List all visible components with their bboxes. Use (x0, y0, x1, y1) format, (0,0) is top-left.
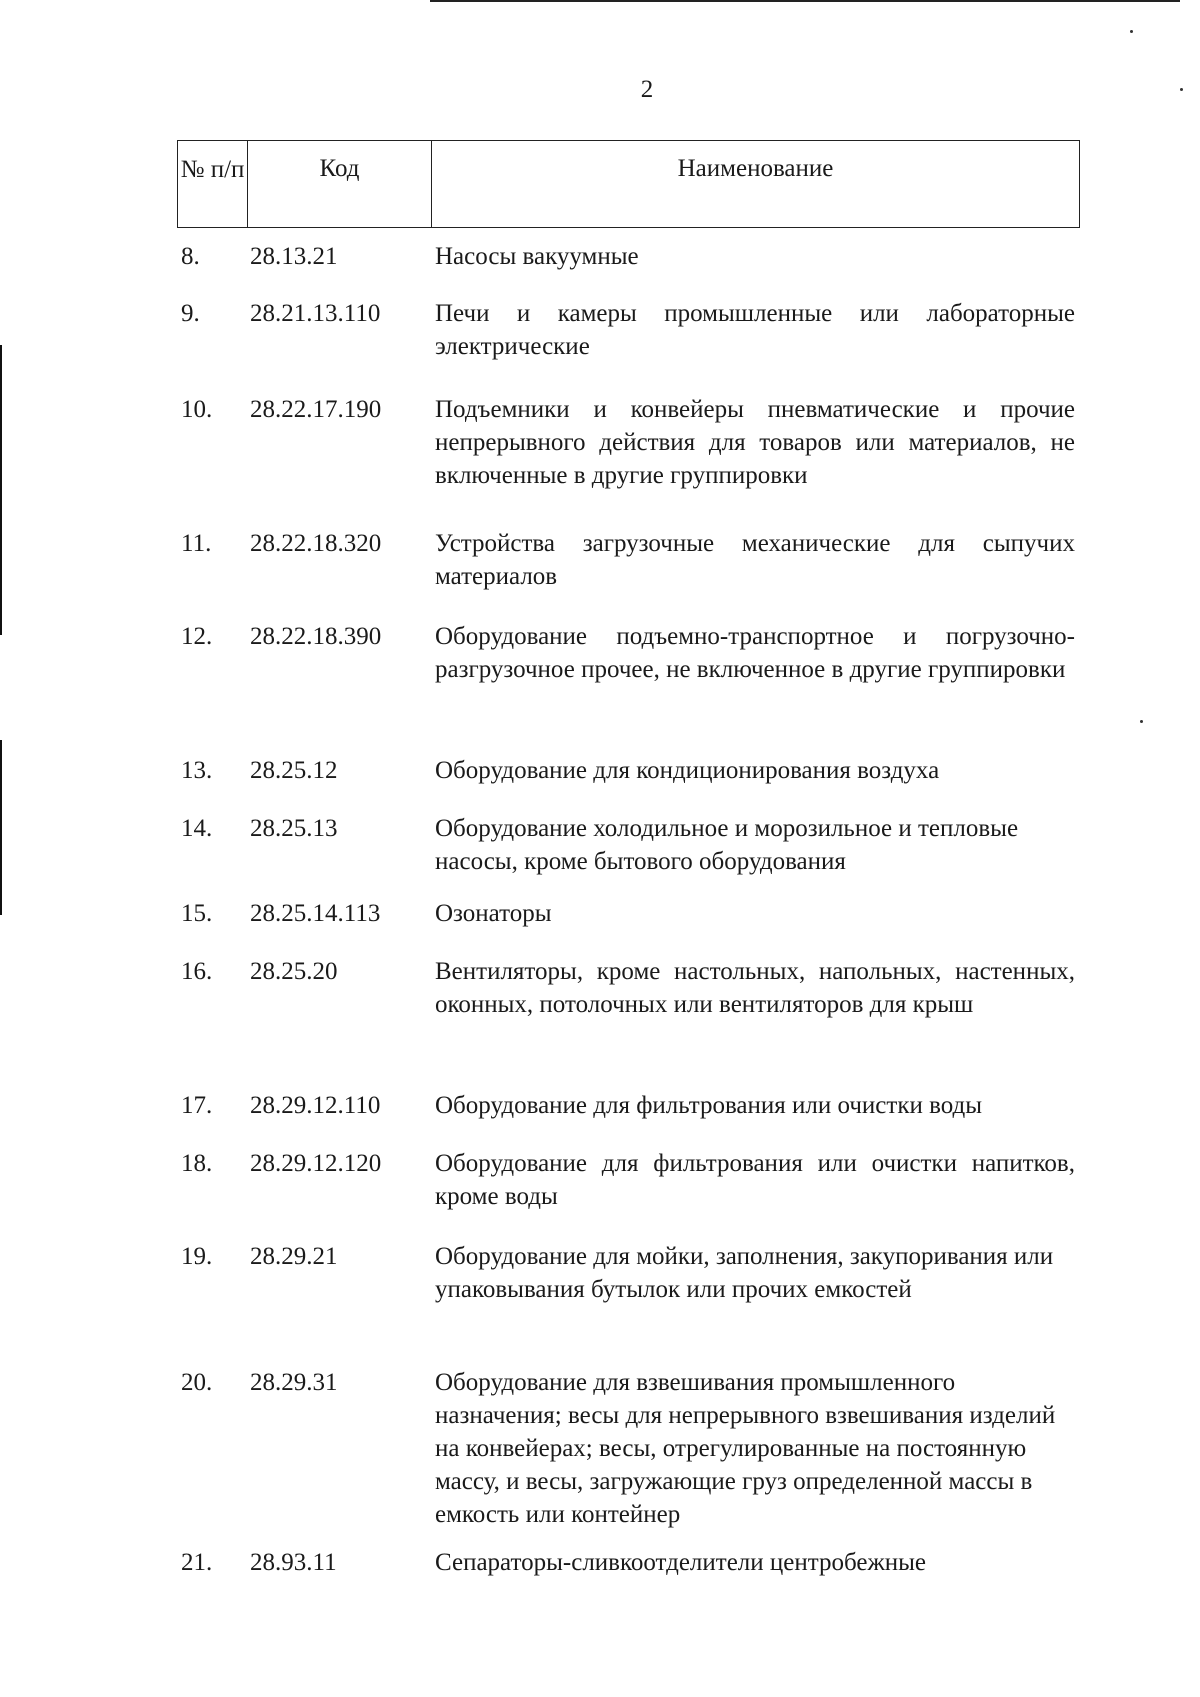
row-name: Сепараторы-сливкоотделители центробежные (435, 1549, 927, 1576)
row-name: Оборудование для фильтрования или очистки напитков, кроме воды (435, 1150, 1075, 1210)
row-name: Печи и камеры промышленные или лабораторные электрические (435, 300, 1075, 360)
row-name: Оборудование для кондиционирования воздуха (435, 757, 940, 784)
row-name: Озонаторы (435, 900, 552, 927)
row-num: 12. (181, 623, 213, 650)
row-name: Устройства загрузочные механические для сыпучих материалов (435, 530, 1075, 590)
row-num: 16. (181, 958, 213, 985)
row-num: 9. (181, 300, 200, 327)
row-name: Оборудование подъемно-транспортное и погрузочно-разгрузочное прочее, не включенное в другие группировки (435, 623, 1075, 683)
table-header (177, 140, 1080, 228)
scan-speck (1130, 30, 1133, 33)
row-code: 28.22.18.320 (250, 530, 382, 557)
top-edge-rule (430, 0, 1180, 2)
row-num: 19. (181, 1243, 213, 1270)
row-code: 28.13.21 (250, 243, 338, 270)
row-name: Оборудование для взвешивания промышленного назначения; весы для непрерывного взвешивания изделий на конвейерах; весы, отрегулированные на постоянную массу, и весы, загружающие груз определенной массы в емкость или контейнер (435, 1369, 1056, 1528)
row-code: 28.25.14.113 (250, 900, 381, 927)
row-code: 28.22.18.390 (250, 623, 382, 650)
row-name: Вентиляторы, кроме настольных, напольных, настенных, оконных, потолочных или вентиляторов для крыш (435, 958, 1075, 1018)
row-code: 28.29.31 (250, 1369, 338, 1396)
header-code: Код (248, 141, 432, 227)
row-num: 21. (181, 1549, 213, 1576)
row-code: 28.25.13 (250, 815, 338, 842)
row-num: 8. (181, 243, 200, 270)
row-code: 28.25.12 (250, 757, 338, 784)
row-code: 28.22.17.190 (250, 396, 382, 423)
row-name: Оборудование для мойки, заполнения, закупоривания или упаковывания бутылок или прочих емкостей (435, 1243, 1054, 1303)
row-num: 10. (181, 396, 213, 423)
page-number: 2 (640, 76, 654, 103)
row-num: 11. (181, 530, 212, 557)
row-name: Подъемники и конвейеры пневматические и прочие непрерывного действия для товаров или материалов, не включенные в другие группировки (435, 396, 1075, 489)
row-code: 28.29.12.120 (250, 1150, 382, 1177)
row-name: Насосы вакуумные (435, 243, 639, 270)
header-name: Наименование (677, 155, 834, 182)
row-name: Оборудование холодильное и морозильное и тепловые насосы, кроме бытового оборудования (435, 815, 1019, 875)
row-num: 15. (181, 900, 213, 927)
scan-speck (1140, 720, 1143, 723)
row-num: 18. (181, 1150, 213, 1177)
row-num: 13. (181, 757, 213, 784)
scan-edge-mark (0, 345, 2, 635)
row-code: 28.25.20 (250, 958, 338, 985)
row-num: 20. (181, 1369, 213, 1396)
header-num: № п/п (178, 141, 248, 227)
row-num: 17. (181, 1092, 213, 1119)
scan-edge-mark (0, 740, 2, 915)
row-code: 28.21.13.110 (250, 300, 381, 327)
row-num: 14. (181, 815, 213, 842)
row-code: 28.29.21 (250, 1243, 338, 1270)
row-code: 28.93.11 (250, 1549, 337, 1576)
row-code: 28.29.12.110 (250, 1092, 381, 1119)
row-name: Оборудование для фильтрования или очистки воды (435, 1092, 983, 1119)
